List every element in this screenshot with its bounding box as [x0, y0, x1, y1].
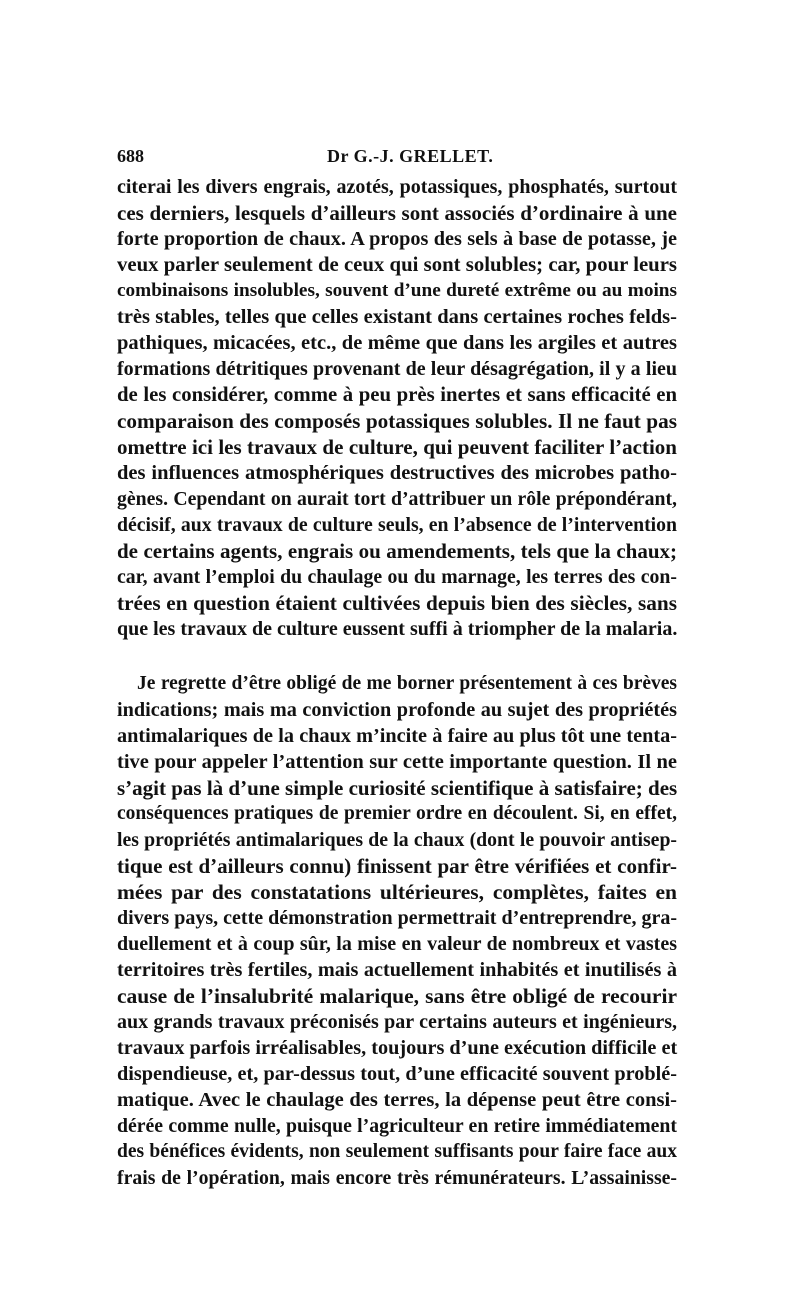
- text-line: veux parler seulement de ceux qui sont solubles; car, pour leurs: [117, 254, 677, 276]
- text-line: frais de l’opération, mais encore très rémunérateurs. L’assainisse-: [117, 1167, 677, 1189]
- text-line: duellement et à coup sûr, la mise en valeur de nombreux et vastes: [117, 933, 677, 955]
- text-line: des bénéfices évidents, non seulement suffisants pour faire face aux: [117, 1141, 677, 1162]
- text-line: ces derniers, lesquels d’ailleurs sont associés d’ordinaire à une: [117, 201, 677, 225]
- text-line: cause de l’insalubrité malarique, sans être obligé de recourir: [117, 984, 677, 1008]
- text-line: décisif, aux travaux de culture seuls, en l’absence de l’intervention: [117, 514, 677, 536]
- text-line: mées par des constatations ultérieures, complètes, faites en: [117, 880, 677, 904]
- text-line: s’agit pas là d’une simple curiosité scientifique à satisfaire; des: [117, 776, 678, 800]
- text-line: formations détritiques provenant de leur désagrégation, il y a lieu: [117, 358, 677, 380]
- text-line: citerai les divers engrais, azotés, potassiques, phosphatés, surtout: [117, 176, 677, 198]
- text-line: dispendieuse, et, par-dessus tout, d’une efficacité souvent problé-: [117, 1063, 677, 1085]
- text-line: les propriétés antimalariques de la chaux (dont le pouvoir antisep-: [117, 829, 677, 851]
- text-line: antimalariques de la chaux m’incite à faire au plus tôt une tenta-: [117, 725, 677, 747]
- text-line: trées en question étaient cultivées depuis bien des siècles, sans: [117, 591, 677, 615]
- page-number: 688: [117, 146, 144, 166]
- text-line: de certains agents, engrais ou amendements, tels que la chaux;: [117, 539, 677, 563]
- text-line: car, avant l’emploi du chaulage ou du marnage, les terres des con-: [117, 566, 677, 588]
- text-line: tive pour appeler l’attention sur cette importante question. Il ne: [117, 751, 677, 773]
- page-header: [117, 146, 677, 172]
- text-line: travaux parfois irréalisables, toujours d’une exécution difficile et: [117, 1037, 678, 1059]
- text-line: forte proportion de chaux. A propos des sels à base de potasse, je: [117, 228, 677, 250]
- text-line: matique. Avec le chaulage des terres, la dépense peut être consi-: [117, 1089, 677, 1111]
- text-line: territoires très fertiles, mais actuellement inhabités et inutilisés à: [117, 959, 677, 981]
- text-line: gènes. Cependant on aurait tort d’attribuer un rôle prépondérant,: [117, 488, 677, 510]
- text-line: aux grands travaux préconisés par certains auteurs et ingénieurs,: [117, 1011, 677, 1033]
- text-line: conséquences pratiques de premier ordre en découlent. Si, en effet,: [117, 803, 677, 824]
- text-line: comparaison des composés potassiques solubles. Il ne faut pas: [117, 409, 677, 433]
- text-line: que les travaux de culture eussent suffi à triompher de la malaria.: [117, 618, 678, 640]
- running-head: Dr G.-J. GRELLET.: [327, 146, 494, 166]
- text-line: des influences atmosphériques destructives des microbes patho-: [117, 462, 677, 484]
- text-line: Je regrette d’être obligé de me borner présentement à ces brèves: [137, 673, 677, 694]
- text-line: indications; mais ma conviction profonde au sujet des propriétés: [117, 699, 677, 721]
- text-line: omettre ici les travaux de culture, qui peuvent faciliter l’action: [117, 435, 677, 459]
- text-line: de les considérer, comme à peu près inertes et sans efficacité en: [117, 384, 677, 406]
- text-line: combinaisons insolubles, souvent d’une dureté extrême ou au moins: [117, 280, 677, 301]
- text-line: très stables, telles que celles existant dans certaines roches felds-: [117, 306, 677, 328]
- text-line: dérée comme nulle, puisque l’agriculteur en retire immédiatement: [117, 1115, 677, 1137]
- text-line: pathiques, micacées, etc., de même que dans les argiles et autres: [117, 332, 677, 354]
- text-line: divers pays, cette démonstration permettrait d’entreprendre, gra-: [117, 907, 677, 929]
- text-line: tique est d’ailleurs connu) finissent par être vérifiées et confir-: [117, 854, 677, 878]
